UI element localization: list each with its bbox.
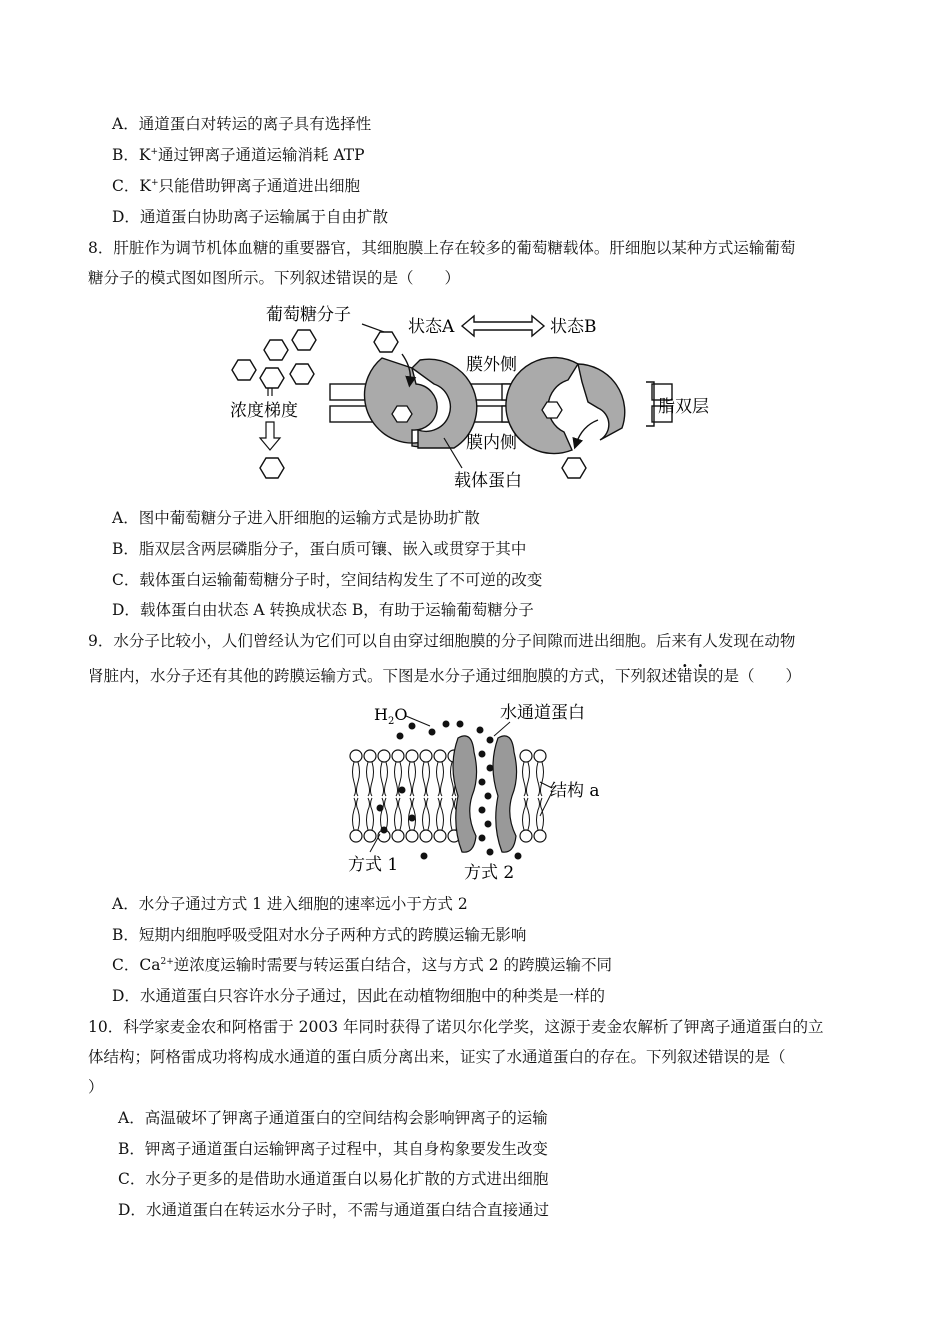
carrier-label: 载体蛋白 <box>454 471 522 491</box>
q8-option-a: A．图中葡萄糖分子进入肝细胞的运输方式是协助扩散 <box>112 509 480 527</box>
q7-option-b: B．K+通过钾离子通道运输消耗 ATP <box>112 146 365 164</box>
q9-water-channel-figure <box>340 696 620 886</box>
q8-option-d: D．载体蛋白由状态 A 转换成状态 B，有助于运输葡萄糖分子 <box>112 601 534 619</box>
structure-a-label: 结构 a <box>550 781 600 801</box>
gradient-label: 浓度梯度 <box>230 401 298 421</box>
q9-option-a: A．水分子通过方式 1 进入细胞的速率远小于方式 2 <box>112 895 468 913</box>
q9-option-d: D．水通道蛋白只容许水分子通过，因此在动植物细胞中的种类是一样的 <box>112 987 605 1005</box>
glucose-label: 葡萄糖分子 <box>266 305 351 325</box>
q7-option-c: C．K+只能借助钾离子通道进出细胞 <box>112 177 361 195</box>
q8-glucose-carrier-figure <box>222 298 732 498</box>
mode1-label: 方式 1 <box>348 855 399 875</box>
q9-option-c: C．$Ca^{2+}$逆浓度运输时需要与转运蛋白结合，这与方式 2 的跨膜运输不同 <box>112 956 612 974</box>
q10-stem-line1: 10．科学家麦金农和阿格雷于 2003 年同时获得了诺贝尔化学奖，这源于麦金农解析了钾离子通道蛋白的立 <box>88 1018 824 1036</box>
aquaporin-label: 水通道蛋白 <box>500 703 585 723</box>
inside-label: 膜内侧 <box>466 433 517 453</box>
q7-option-d: D．通道蛋白协助离子运输属于自由扩散 <box>112 208 388 226</box>
q9-option-b: B．短期内细胞呼吸受阻对水分子两种方式的跨膜运输无影响 <box>112 926 527 944</box>
q10-option-c: C．水分子更多的是借助水通道蛋白以易化扩散的方式进出细胞 <box>118 1170 549 1188</box>
water-label: $H_2O$ <box>374 705 408 727</box>
q8-stem-line2: 糖分子的模式图如图所示。下列叙述错误的是（ ） <box>88 269 461 287</box>
state-b-label: 状态B <box>550 317 597 337</box>
q10-option-d: D．水通道蛋白在转运水分子时，不需与通道蛋白结合直接通过 <box>118 1201 549 1219</box>
q9-stem-line2: 肾脏内，水分子还有其他的跨膜运输方式。下图是水分子通过细胞膜的方式，下列叙述错误的是（ ） <box>88 667 802 685</box>
q8-option-c: C．载体蛋白运输葡萄糖分子时，空间结构发生了不可逆的改变 <box>112 571 543 589</box>
mode2-label: 方式 2 <box>464 863 515 883</box>
q7-option-a: A．通道蛋白对转运的离子具有选择性 <box>112 115 372 133</box>
bilayer-label: 脂双层 <box>658 397 709 417</box>
outside-label: 膜外侧 <box>466 355 517 375</box>
q10-option-b: B．钾离子通道蛋白运输钾离子过程中，其自身构象要发生改变 <box>118 1140 548 1158</box>
q8-option-b: B．脂双层含两层磷脂分子，蛋白质可镶、嵌入或贯穿于其中 <box>112 540 527 558</box>
q8-stem-line1: 8．肝脏作为调节机体血糖的重要器官，其细胞膜上存在较多的葡萄糖载体。肝细胞以某种方式运输葡萄 <box>88 239 796 257</box>
q10-option-a: A．高温破坏了钾离子通道蛋白的空间结构会影响钾离子的运输 <box>118 1109 548 1127</box>
q10-stem-line2: 体结构；阿格雷成功将构成水通道的蛋白质分离出来，证实了水通道蛋白的存在。下列叙述错误的是（ <box>88 1048 786 1066</box>
q9-stem-line1: 9．水分子比较小，人们曾经认为它们可以自由穿过细胞膜的分子间隙而进出细胞。后来有人发现在动物 <box>88 632 796 650</box>
q10-stem-line3: ） <box>88 1078 104 1096</box>
state-a-label: 状态A <box>408 317 455 337</box>
